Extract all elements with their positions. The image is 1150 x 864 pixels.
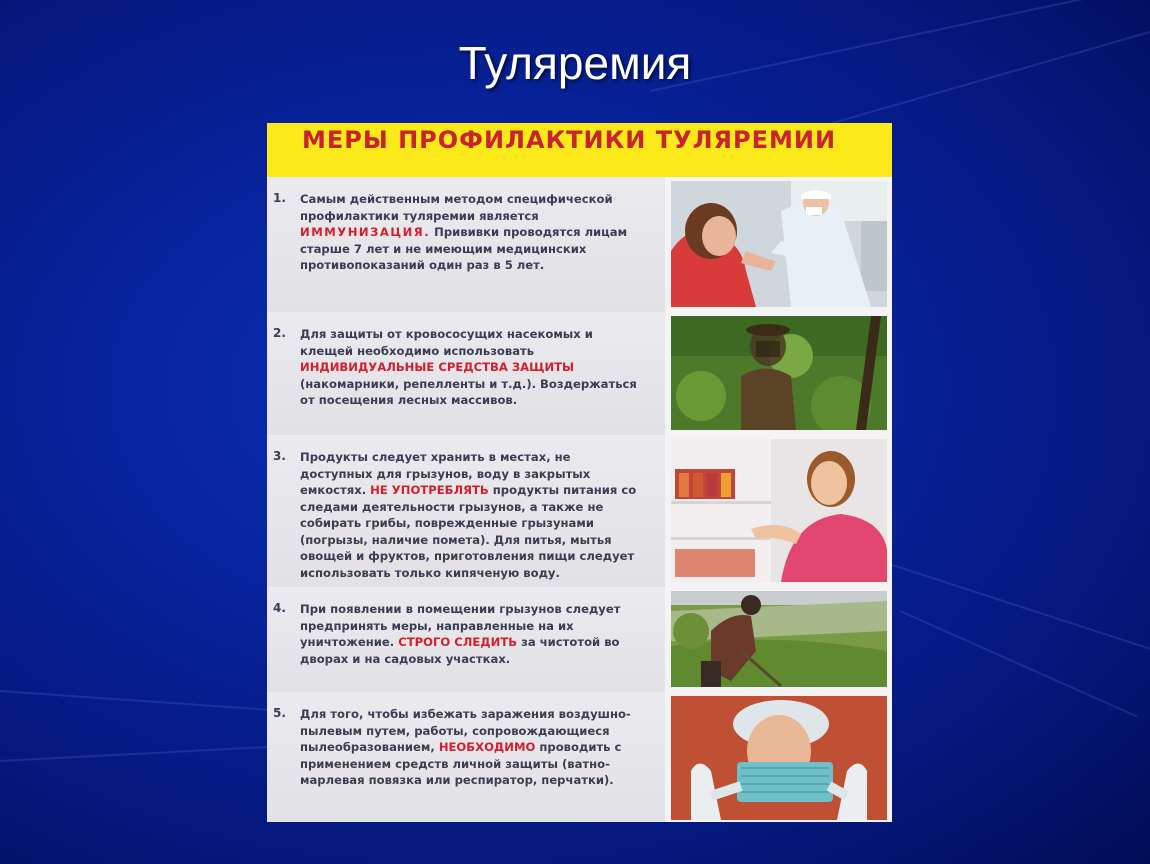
prevention-poster — [267, 123, 892, 822]
measure-row-4 — [267, 587, 892, 692]
forest-mosquito-net-photo — [671, 316, 887, 430]
measure-text: Продукты следует хранить в местах, не доступных для грызунов, воду в закрытых емкостях. НЕ УПОТРЕБЛЯТЬ продукты питания со следами деятельности грызунов, а также не собирать грибы, поврежденные грызунами (погрызы, наличие помета). Для питья, мытья овощей и фруктов, приготовления пищи следует использовать только кипяченую воду. — [300, 450, 637, 580]
measure-text: Для защиты от кровососущих насекомых и клещей необходимо использовать ИНДИВИДУАЛЬНЫЕ СРЕДСТВА ЗАЩИТЫ (накомарники, репелленты и т.д.). Воздержаться от посещения лесных массивов. — [300, 327, 637, 407]
measure-row-3 — [267, 435, 892, 587]
measure-number: 3. — [273, 449, 286, 463]
measure-text: Самым действенным методом специфической профилактики туляремии является ИММУНИЗАЦИЯ. Прививки проводятся лицам старше 7 лет и не имеющим медицинских противопоказаний один раз в 5 лет. — [300, 192, 628, 272]
measure-highlight: НЕ УПОТРЕБЛЯТЬ — [370, 483, 489, 497]
measure-text: Для того, чтобы избежать заражения воздушно-пылевым путем, работы, сопровождающиеся пылеобразованием, НЕОБХОДИМО проводить с применением средств личной защиты (ватно-марлевая повязка или респиратор, перчатки). — [300, 707, 631, 787]
measure-highlight: ИММУНИЗАЦИЯ. — [300, 225, 431, 239]
vaccination-photo — [671, 181, 887, 307]
measure-text: При появлении в помещении грызунов следует предпринять меры, направленные на их уничтожение. СТРОГО СЛЕДИТЬ за чистотой во дворах и на садовых участках. — [300, 602, 621, 666]
slide-title: Туляремия — [458, 37, 692, 89]
measure-highlight: НЕОБХОДИМО — [438, 740, 536, 754]
poster-heading: МЕРЫ ПРОФИЛАКТИКИ ТУЛЯРЕМИИ — [302, 126, 837, 154]
yard-cleaning-photo — [671, 591, 887, 687]
measure-number: 5. — [273, 706, 286, 720]
measure-row-5 — [267, 692, 892, 822]
measure-row-2 — [267, 312, 892, 435]
measure-highlight: СТРОГО СЛЕДИТЬ — [398, 635, 518, 649]
measure-row-1 — [267, 177, 892, 312]
measure-highlight: ИНДИВИДУАЛЬНЫЕ СРЕДСТВА ЗАЩИТЫ — [300, 360, 575, 374]
measure-number: 2. — [273, 326, 286, 340]
refrigerator-photo — [671, 439, 887, 582]
measure-number: 1. — [273, 191, 286, 205]
face-mask-photo — [671, 696, 887, 820]
measure-number: 4. — [273, 601, 286, 615]
poster-header — [267, 123, 892, 177]
